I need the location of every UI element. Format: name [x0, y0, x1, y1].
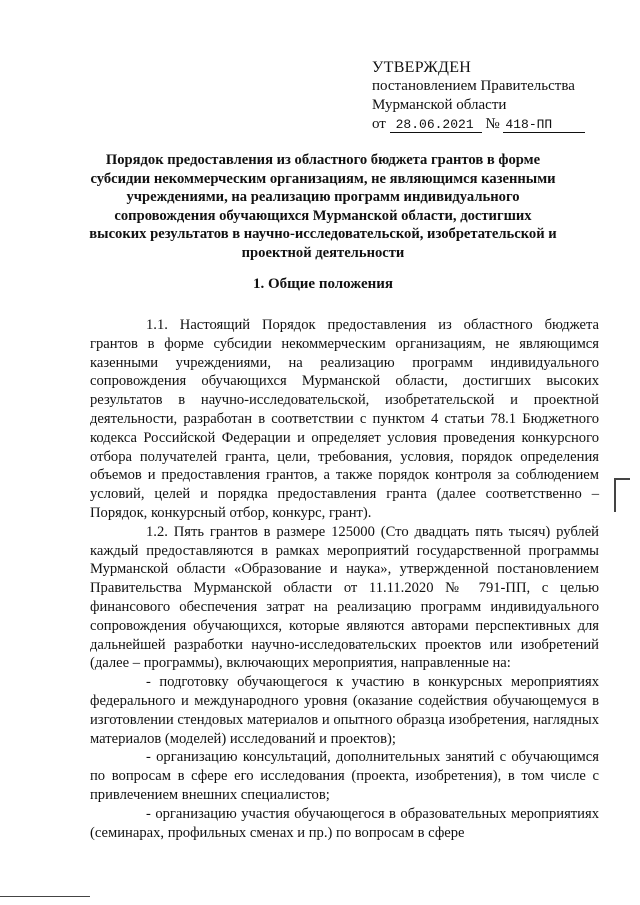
approval-number-sign: №	[485, 116, 500, 132]
list-item-consultations: - организацию консультаций, дополнительных занятий с обучающимся по вопросам в сфере его исследования (проекта, изобретения), в том числе с привлечением внешних специалистов;	[90, 749, 599, 803]
approval-date-field	[390, 117, 482, 133]
approval-line-1: постановлением Правительства	[372, 78, 575, 94]
list-item-participation: - организацию участия обучающегося в образовательных мероприятиях (семинарах, профильных сменах и пр.) по вопросам в сфере	[90, 805, 599, 841]
approval-stamp	[372, 58, 585, 134]
approval-number: 418-ПП	[505, 117, 553, 132]
footnote-line	[0, 896, 90, 897]
document-body	[90, 316, 599, 842]
approval-date: 28.06.2021	[395, 117, 474, 132]
document-title: Порядок предоставления из областного бюджета грантов в форме субсидии некоммерческим организациям, не являющимся казенными учреждениями, на реализацию программ индивидуального сопровождения обучающихся Мурманской области, достигших высоких результатов в научно-исследовательской, изобретательской и проектной деятельности	[89, 152, 557, 261]
scan-edge-mark	[614, 478, 630, 512]
approval-line-2: Мурманской области	[372, 97, 507, 113]
list-item-preparation: - подготовку обучающегося к участию в конкурсных мероприятиях федерального и международного уровня (оказание содействия обучающемуся в изготовлении стендовых материалов и опытного образца изобретения, наглядных материалов (моделей) исследований и проектов);	[90, 674, 599, 747]
approval-number-field	[503, 117, 585, 133]
paragraph-1-1: 1.1. Настоящий Порядок предоставления из областного бюджета грантов в форме субсидии некоммерческим организациям, не являющимся казенными учреждениями, на реализацию программ индивидуального сопровождения обучающихся Мурманской области, достигших высоких результатов в научно-исследовательской, изобретательской и проектной деятельности, разработан в соответствии с пунктом 4 статьи 78.1 Бюджетного кодекса Российской Федерации и определяет условия проведения конкурсного отбора получателей гранта, цели, требования, условия, порядок определения объемов и предоставления грантов, а также порядок контроля за соблюдением условий, целей и порядка предоставления гранта (далее соответственно – Порядок, конкурсный отбор, конкурс, грант).	[90, 317, 599, 521]
paragraph-1-2: 1.2. Пять грантов в размере 125000 (Сто двадцать пять тысяч) рублей каждый предоставляются в рамках мероприятий государственной программы Мурманской области «Образование и наука», утвержденной постановлением Правительства Мурманской области от 11.11.2020 № 791-ПП, с целью финансового обеспечения затрат на реализацию программ индивидуального сопровождения обучающихся, которые являются авторами перспективных для дальнейшей разработки научно-исследовательских проектов или изобретений (далее – программы), включающих мероприятия, направленные на:	[90, 523, 599, 672]
approval-from-label: от	[372, 116, 386, 132]
section-heading: 1. Общие положения	[252, 276, 394, 292]
approval-heading: УТВЕРЖДЕН	[372, 59, 472, 76]
approval-date-line	[372, 115, 585, 134]
